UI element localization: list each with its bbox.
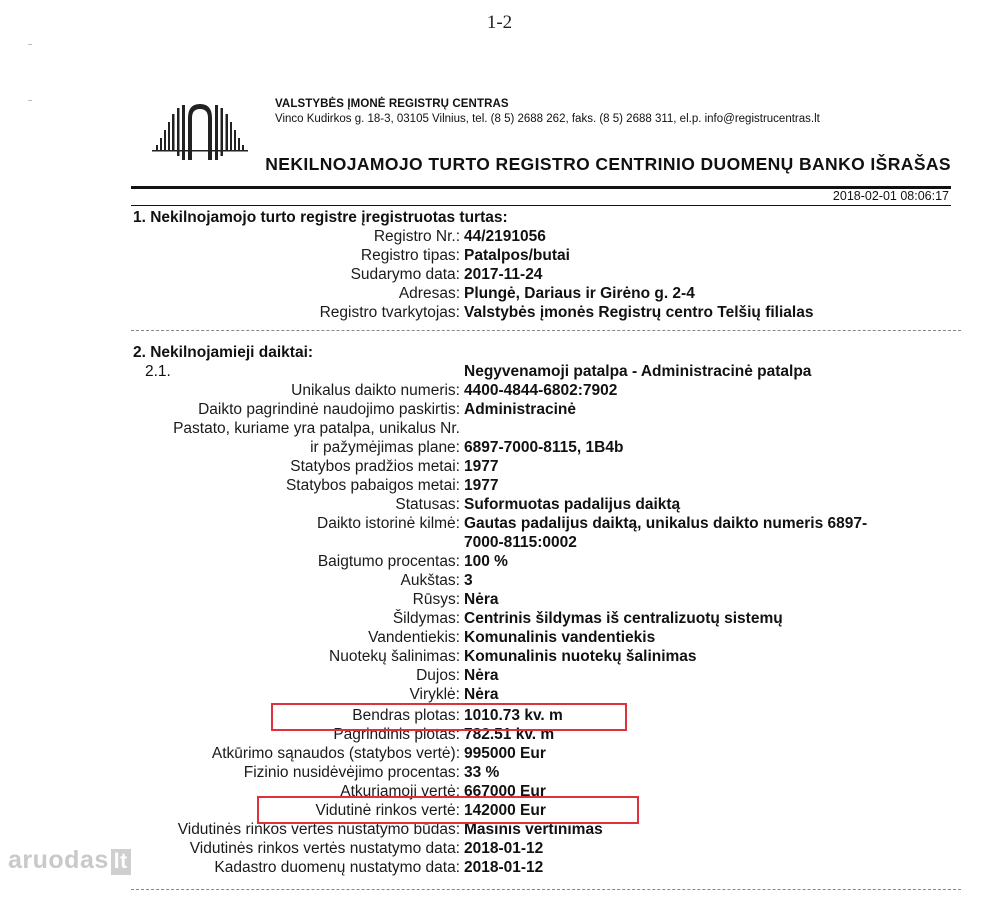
watermark-suffix: lt [111, 849, 131, 875]
field-label: Statybos pradžios metai: [290, 458, 460, 475]
field-label: Rūsys: [412, 591, 460, 608]
field-value: 6897-7000-8115, 1B4b [464, 439, 624, 456]
field-label: Atkuriamoji vertė: [340, 783, 460, 800]
field-value: Nėra [464, 667, 499, 684]
field-label: Bendras plotas: [352, 707, 460, 724]
field-value: 667000 Eur [464, 783, 546, 800]
field-label: Daikto istorinė kilmė: [317, 515, 460, 532]
info-row [0, 458, 999, 477]
field-value: 2017-11-24 [464, 266, 543, 283]
field-value: Masinis vertinimas [464, 821, 603, 838]
field-value: 100 % [464, 553, 508, 570]
field-value: Valstybės įmonės Registrų centro Telšių filialas [464, 304, 814, 321]
info-row [0, 840, 999, 859]
info-row [0, 420, 999, 439]
section2-title: 2. Nekilnojamieji daiktai: [133, 344, 314, 361]
field-value: 4400-4844-6802:7902 [464, 382, 618, 399]
registry-columns-logo [152, 100, 248, 166]
info-row [0, 496, 999, 515]
field-value: Nėra [464, 686, 499, 703]
field-label: Vidutinės rinkos vertės nustatymo būdas: [177, 821, 460, 838]
field-label: Vidutinė rinkos vertė: [315, 802, 460, 819]
field-value: Centrinis šildymas iš centralizuotų sistemų [464, 610, 783, 627]
field-label: Kadastro duomenų nustatymo data: [214, 859, 460, 876]
field-value: 44/2191056 [464, 228, 546, 245]
info-row [0, 382, 999, 401]
field-value: 782.51 kv. m [464, 726, 555, 743]
info-row [0, 667, 999, 686]
field-label: Adresas: [398, 285, 460, 302]
org-address: Vinco Kudirkos g. 18-3, 03105 Vilnius, tel. (8 5) 2688 262, faks. (8 5) 2688 311, el.p. info@registrucentras.lt [275, 113, 820, 125]
field-label: Pastato, kuriame yra patalpa, unikalus Nr. [173, 420, 460, 437]
info-row [0, 859, 999, 878]
field-value: Komunalinis vandentiekis [464, 629, 656, 646]
section-divider [131, 330, 961, 331]
info-row [0, 572, 999, 591]
field-label: ir pažymėjimas plane: [310, 439, 460, 456]
info-row [0, 534, 999, 553]
field-label: Unikalus daikto numeris: [291, 382, 460, 399]
field-label: Registro Nr.: [373, 228, 460, 245]
highlight-box-total-area [271, 703, 627, 731]
field-value: 2018-01-12 [464, 840, 544, 857]
document-title: NEKILNOJAMOJO TURTO REGISTRO CENTRINIO DUOMENŲ BANKO IŠRAŠAS [265, 154, 951, 174]
info-row [0, 610, 999, 629]
info-row [0, 439, 999, 458]
field-value: Administracinė [464, 401, 576, 418]
field-label: Aukštas: [400, 572, 460, 589]
field-value: Nėra [464, 591, 499, 608]
item-header-row [0, 363, 999, 382]
field-label: Statusas: [395, 496, 460, 513]
watermark [8, 846, 131, 875]
field-label: Daikto pagrindinė naudojimo paskirtis: [198, 401, 460, 418]
scan-speck [28, 100, 32, 101]
field-value: Gautas padalijus daiktą, unikalus daikto numeris 6897- [464, 515, 868, 532]
field-value: Suformuotas padalijus daiktą [464, 496, 681, 513]
item-number: 2.1. [145, 363, 171, 380]
field-label: Atkūrimo sąnaudos (statybos vertė): [211, 745, 460, 762]
info-row [0, 266, 999, 285]
info-row [0, 553, 999, 572]
field-label: Vidutinės rinkos vertės nustatymo data: [189, 840, 460, 857]
field-label: Registro tipas: [360, 247, 460, 264]
highlight-box-market-value [257, 796, 639, 824]
info-row [0, 228, 999, 247]
info-row [0, 648, 999, 667]
field-label: Registro tvarkytojas: [319, 304, 460, 321]
footer-divider [131, 889, 961, 890]
info-row [0, 764, 999, 783]
field-value: 3 [464, 572, 473, 589]
info-row [0, 401, 999, 420]
header-rule [131, 186, 951, 189]
field-label: Fizinio nusidėvėjimo procentas: [243, 764, 460, 781]
field-label: Baigtumo procentas: [317, 553, 460, 570]
field-value: 1977 [464, 477, 499, 494]
item-title: Negyvenamoji patalpa - Administracinė patalpa [464, 363, 812, 380]
info-row [0, 591, 999, 610]
field-label: Vandentiekis: [368, 629, 460, 646]
field-label: Šildymas: [392, 610, 460, 627]
info-row [0, 285, 999, 304]
field-value: 33 % [464, 764, 500, 781]
field-label: Nuotekų šalinimas: [329, 648, 460, 665]
field-label: Pagrindinis plotas: [333, 726, 460, 743]
field-label: Sudarymo data: [350, 266, 460, 283]
section1-title: 1. Nekilnojamojo turto registre įregistruotas turtas: [133, 209, 508, 226]
field-value: 995000 Eur [464, 745, 546, 762]
field-value: Plungė, Dariaus ir Girėno g. 2-4 [464, 285, 695, 302]
field-value: Komunalinis nuotekų šalinimas [464, 648, 697, 665]
field-value: 7000-8115:0002 [464, 534, 577, 551]
info-row [0, 304, 999, 323]
document-timestamp: 2018-02-01 08:06:17 [832, 189, 949, 203]
field-value: 1010.73 kv. m [464, 707, 563, 724]
field-value: 1977 [464, 458, 499, 475]
field-value: 142000 Eur [464, 802, 546, 819]
watermark-text: aruodas [8, 846, 109, 874]
field-label: Dujos: [416, 667, 460, 684]
info-row [0, 247, 999, 266]
info-row [0, 629, 999, 648]
info-row [0, 745, 999, 764]
field-value: 2018-01-12 [464, 859, 544, 876]
timestamp-rule [131, 205, 951, 206]
info-row [0, 477, 999, 496]
field-value: Patalpos/butai [464, 247, 570, 264]
field-label: Statybos pabaigos metai: [285, 477, 460, 494]
org-name: VALSTYBĖS ĮMONĖ REGISTRŲ CENTRAS [275, 98, 509, 110]
field-label: Viryklė: [409, 686, 460, 703]
info-row [0, 515, 999, 534]
scan-speck [28, 44, 32, 45]
page-number: 1-2 [486, 12, 513, 33]
